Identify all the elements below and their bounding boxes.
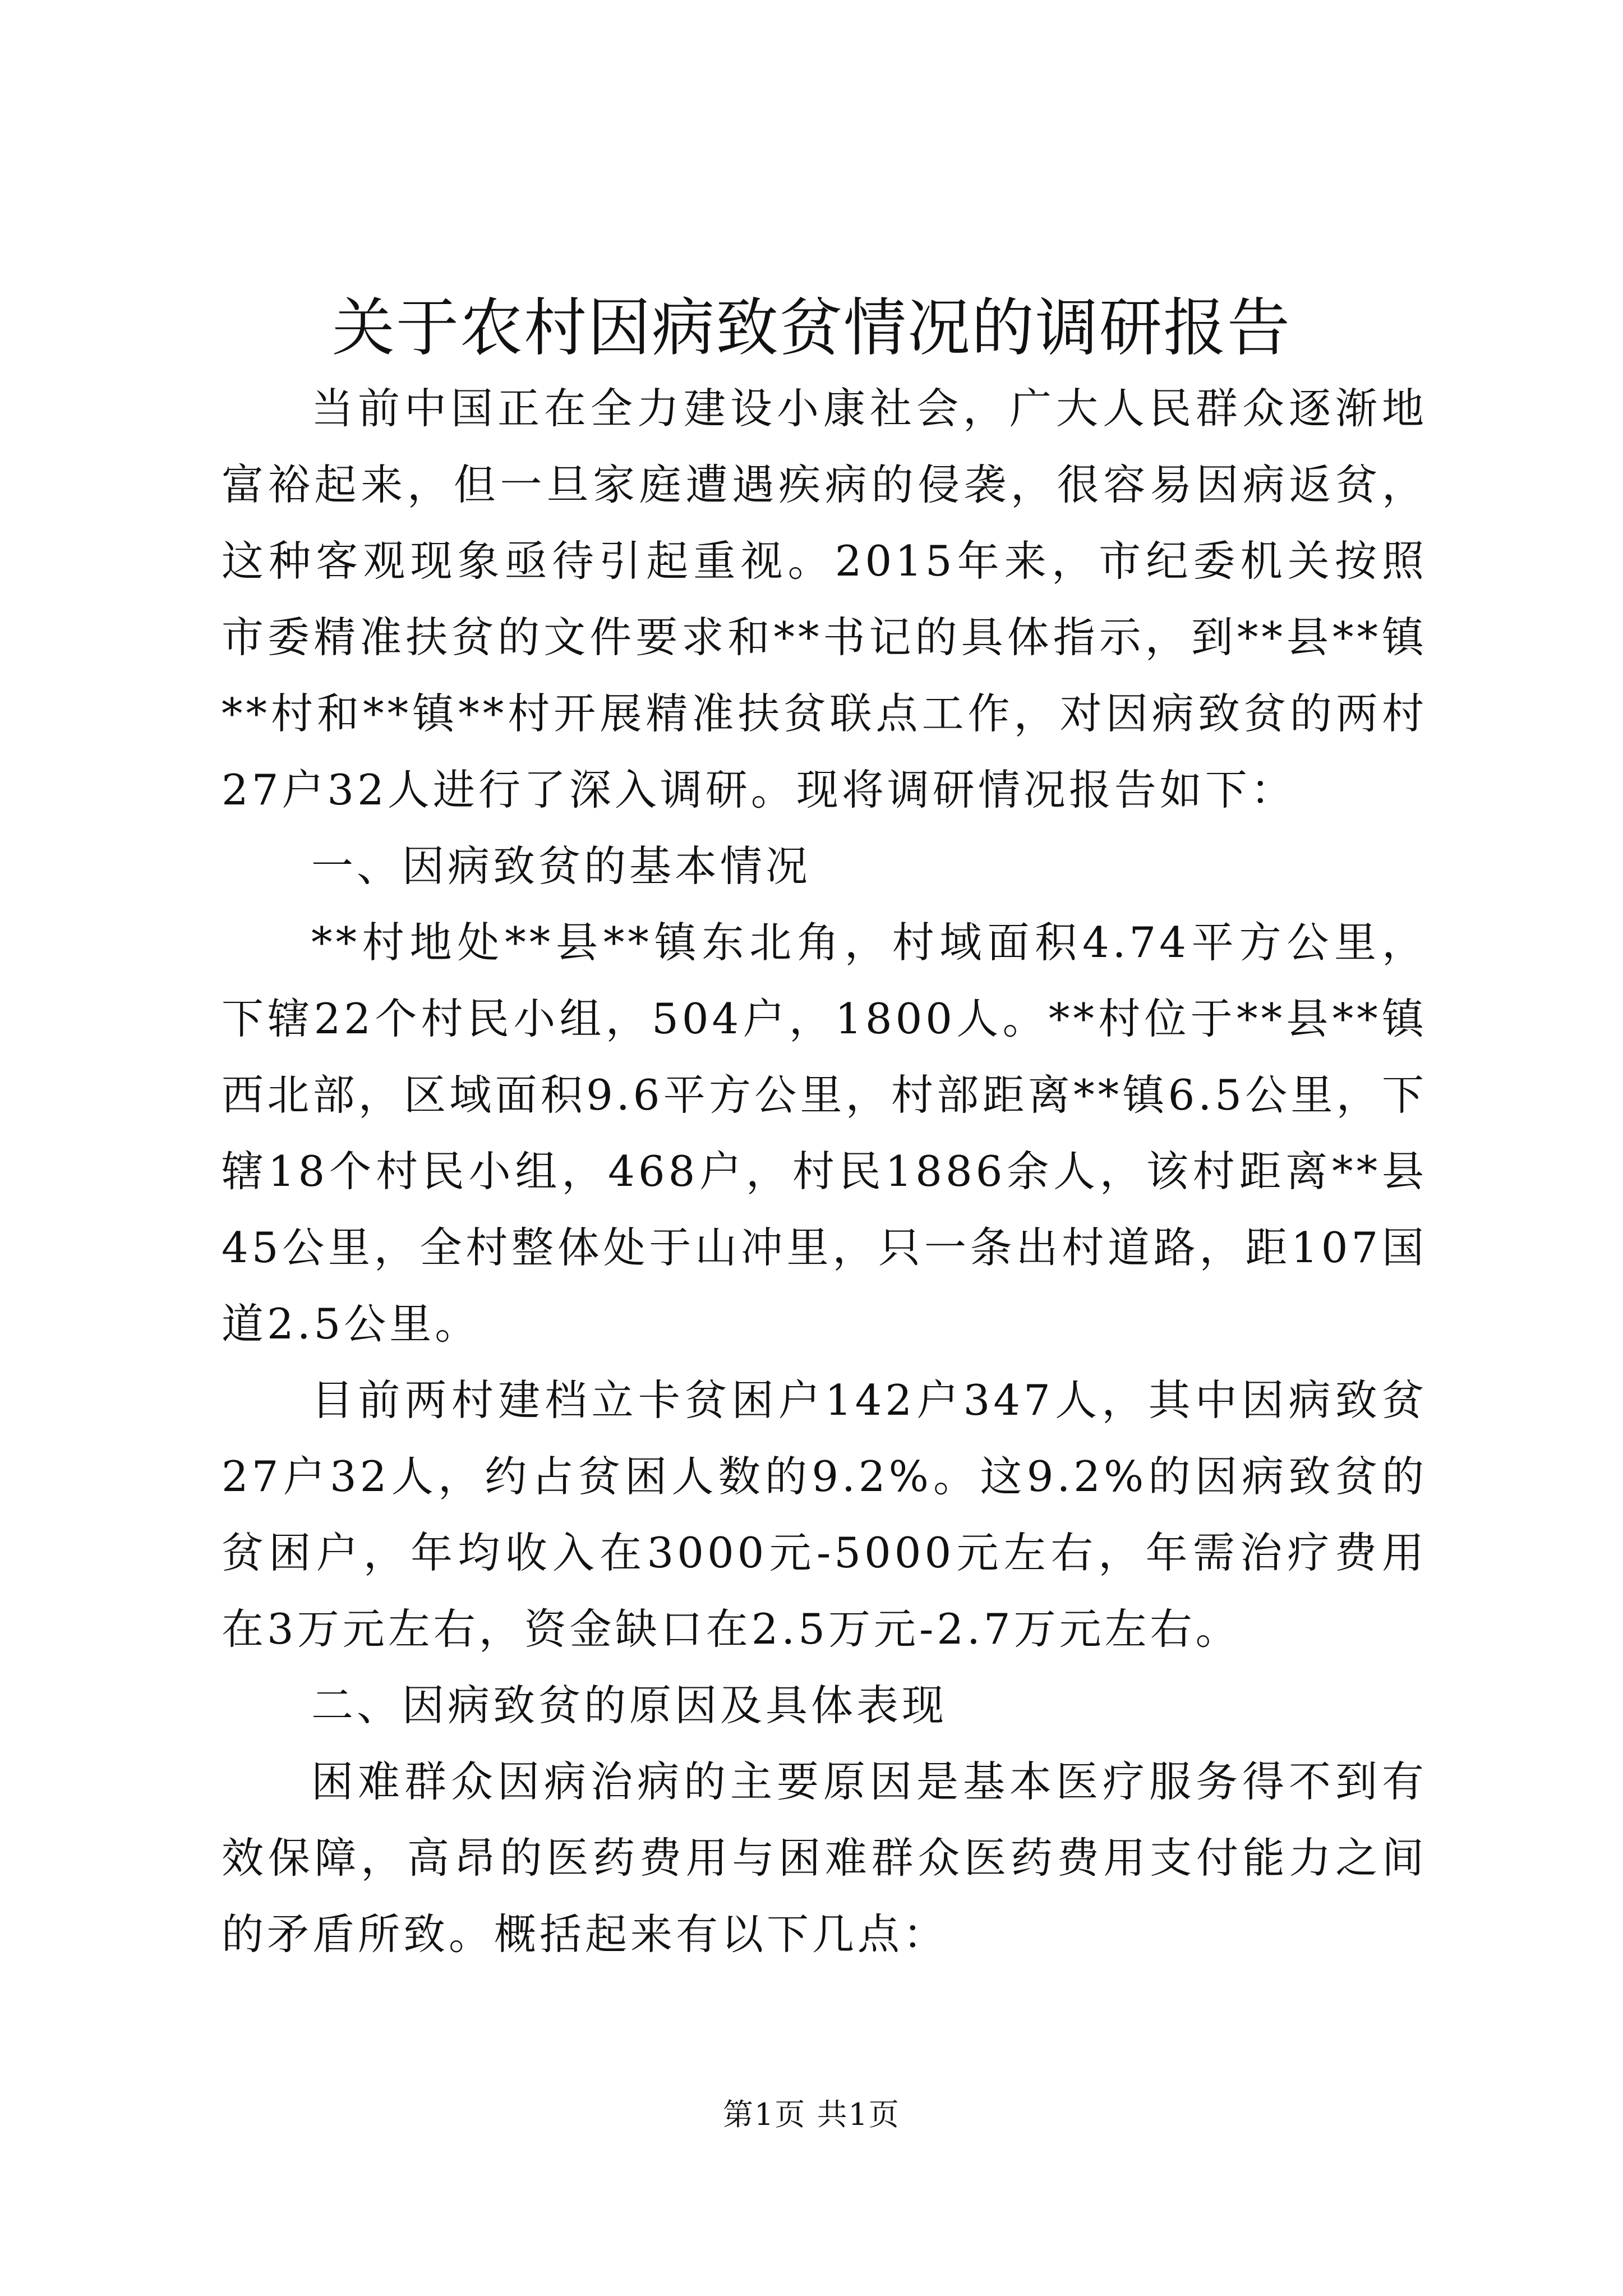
village-overview-paragraph: **村地处**县**镇东北角，村域面积4.74平方公里，下辖22个村民小组，504户，1800人。**村位于**县**镇西北部，区域面积9.6平方公里，村部距离**镇6.5公里，下辖18个村民小组，468户，村民1886余人，该村距离**县45公里，全村整体处于山冲里，只一条出村道路，距107国道2.5公里。 xyxy=(222,918,1427,1349)
page-number-footer: 第1页 共1页 xyxy=(723,2097,900,2132)
document-body xyxy=(222,370,1427,1972)
causes-paragraph: 困难群众因病治病的主要原因是基本医疗服务得不到有效保障，高昂的医药费用与困难群众医药费用支付能力之间的矛盾所致。概括起来有以下几点： xyxy=(222,1757,1427,1959)
statistics-paragraph: 目前两村建档立卡贫困户142户347人，其中因病致贫27户32人，约占贫困人数的9.2%。这9.2%的因病致贫的贫困户，年均收入在3000元-5000元左右，年需治疗费用在3万元左右，资金缺口在2.5万元-2.7万元左右。 xyxy=(222,1375,1427,1654)
section-heading-causes: 二、因病致贫的原因及具体表现 xyxy=(311,1681,948,1730)
intro-paragraph: 当前中国正在全力建设小康社会，广大人民群众逐渐地富裕起来，但一旦家庭遭遇疾病的侵袭，很容易因病返贫，这种客观现象亟待引起重视。2015年来，市纪委机关按照市委精准扶贫的文件要求和**书记的具体指示，到**县**镇**村和**镇**村开展精准扶贫联点工作，对因病致贫的两村27户32人进行了深入调研。现将调研情况报告如下： xyxy=(222,384,1427,815)
section-heading-basic-situation: 一、因病致贫的基本情况 xyxy=(311,841,811,891)
document-title: 关于农村因病致贫情况的调研报告 xyxy=(332,292,1291,365)
